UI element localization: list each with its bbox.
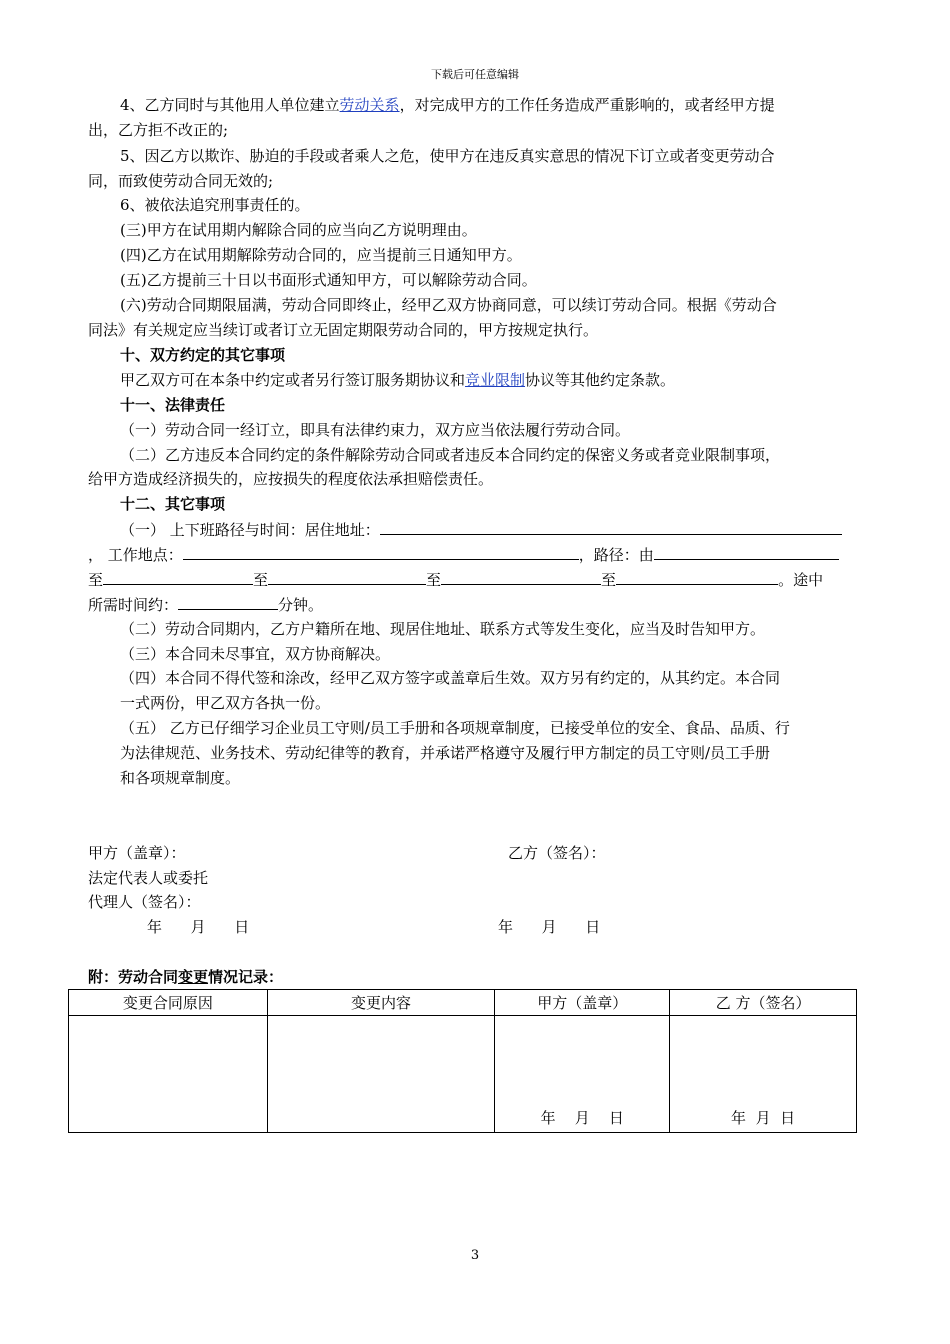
commute-line-3 (88, 568, 823, 591)
residence-address-blank[interactable] (380, 518, 842, 535)
non-compete-link[interactable]: 竞业限制 (465, 371, 526, 389)
probation-party-b: (四)乙方在试用期解除劳动合同的，应当提前三日通知甲方。 (120, 246, 522, 264)
party-b-sign-cell[interactable] (670, 1016, 857, 1133)
commute-minutes-blank[interactable] (178, 593, 278, 610)
party-b-date: 年 月 日 (498, 918, 601, 936)
col-party-b-sign: 乙 方（签名） (670, 990, 857, 1016)
route-end: 。途中 (778, 571, 824, 589)
page-header: 下载后可任意编辑 (431, 68, 519, 81)
legal-rep-label-line-1: 法定代表人或委托 (88, 869, 209, 887)
work-location-label: ， 工作地点： (88, 546, 183, 564)
section-12-title: 十二、其它事项 (120, 495, 226, 513)
section-11-item-2-line-2: 给甲方造成经济损失的，应按损失的程度依法承担赔偿责任。 (88, 470, 494, 488)
party-b-cell-date: 年 月 日 (731, 1109, 796, 1127)
work-location-blank[interactable] (183, 543, 579, 560)
col-change-reason: 变更合同原因 (69, 990, 268, 1016)
route-to-3: 至 (426, 571, 442, 589)
appendix-title-a: 附：劳动合同 (88, 968, 179, 986)
commute-time-label: 所需时间约： (88, 596, 179, 614)
contract-change-table (68, 989, 857, 1133)
commute-line-4 (88, 593, 323, 616)
section-11-title: 十一、法律责任 (120, 396, 226, 414)
appendix-title (88, 966, 283, 988)
section-10-title: 十、双方约定的其它事项 (120, 346, 286, 364)
route-to-1: 至 (88, 571, 104, 589)
section-12-item-5-line-1: （五） 乙方已仔细学习企业员工守则/员工手册和各项规章制度，已接受单位的安全、食品、品质、行 (120, 719, 790, 737)
section-11-item-1: （一）劳动合同一经订立，即具有法律约束力，双方应当依法履行劳动合同。 (120, 421, 631, 439)
contract-expiry-line-1: (六)劳动合同期限届满，劳动合同即终止，经甲乙双方协商同意，可以续订劳动合同。根据《劳动合 (120, 296, 777, 314)
section-12-item-5-line-2: 为法律规范、业务技术、劳动纪律等的教育，并承诺严格遵守及履行甲方制定的员工守则/员工手册 (120, 744, 771, 762)
party-a-seal-cell[interactable] (495, 1016, 670, 1133)
commute-line-2 (88, 543, 839, 566)
commute-residence-label: （一） 上下班路径与时间：居住地址： (120, 521, 380, 539)
party-a-seal-label: 甲方（盖章）： (88, 844, 186, 862)
clause-5-line-1: 5、因乙方以欺诈、胁迫的手段或者乘人之危，使甲方在违反真实意思的情况下订立或者变更劳动合 (120, 147, 775, 165)
commute-line-1 (120, 518, 842, 541)
notice-30-days: (五)乙方提前三十日以书面形式通知甲方，可以解除劳动合同。 (120, 271, 537, 289)
clause-4-line-2: 出，乙方拒不改正的; (88, 121, 229, 139)
col-party-a-seal: 甲方（盖章） (495, 990, 670, 1016)
section-10-text-b: 协议等其他约定条款。 (525, 371, 676, 389)
route-to-2: 至 (253, 571, 269, 589)
clause-4-line-1 (120, 94, 775, 116)
legal-rep-label-line-2: 代理人（签名）： (88, 893, 201, 911)
route-label: ，路径：由 (578, 546, 654, 564)
clause-4-text-a: 4、乙方同时与其他用人单位建立 (120, 96, 340, 114)
route-to-1-blank[interactable] (103, 568, 253, 585)
labor-relation-link[interactable]: 劳动关系 (339, 96, 400, 114)
party-b-sign-label: 乙方（签名）： (508, 844, 606, 862)
contract-expiry-line-2: 同法》有关规定应当续订或者订立无固定期限劳动合同的，甲方按规定执行。 (88, 321, 599, 339)
route-to-4-blank[interactable] (616, 568, 778, 585)
route-to-2-blank[interactable] (268, 568, 426, 585)
section-12-item-5-line-3: 和各项规章制度。 (120, 769, 241, 787)
section-10-text-a: 甲乙双方可在本条中约定或者另行签订服务期协议和 (120, 371, 466, 389)
change-content-cell[interactable] (267, 1016, 495, 1133)
section-11-item-2-line-1: （二）乙方违反本合同约定的条件解除劳动合同或者违反本合同约定的保密义务或者竞业限制事项， (120, 446, 781, 464)
minutes-label: 分钟。 (278, 596, 324, 614)
table-row (69, 1016, 857, 1133)
change-reason-cell[interactable] (69, 1016, 268, 1133)
page-number: 3 (470, 1248, 480, 1263)
table-header-row (69, 990, 857, 1016)
clause-4-text-b: ，对完成甲方的工作任务造成严重影响的，或者经甲方提 (399, 96, 775, 114)
section-12-item-3: （三）本合同未尽事宜，双方协商解决。 (120, 645, 391, 663)
section-10-text (120, 369, 675, 391)
route-to-4: 至 (601, 571, 617, 589)
appendix-title-b: 情况记录： (208, 968, 284, 986)
probation-party-a: (三)甲方在试用期内解除合同的应当向乙方说明理由。 (120, 221, 477, 239)
section-12-item-4-line-2: 一式两份，甲乙双方各执一份。 (120, 694, 331, 712)
section-12-item-4-line-1: （四）本合同不得代签和涂改，经甲乙双方签字或盖章后生效。双方另有约定的，从其约定。本合同 (120, 669, 781, 687)
route-from-blank[interactable] (654, 543, 839, 560)
clause-6: 6、被依法追究刑事责任的。 (120, 196, 310, 214)
party-a-cell-date: 年 月 日 (540, 1109, 624, 1127)
col-change-content: 变更内容 (267, 990, 495, 1016)
clause-5-line-2: 同，而致使劳动合同无效的; (88, 172, 274, 190)
section-12-item-2: （二）劳动合同期内，乙方户籍所在地、现居住地址、联系方式等发生变化，应当及时告知甲方。 (120, 620, 766, 638)
party-a-date: 年 月 日 (147, 918, 250, 936)
appendix-title-change: 变更 (178, 968, 209, 986)
route-to-3-blank[interactable] (441, 568, 601, 585)
